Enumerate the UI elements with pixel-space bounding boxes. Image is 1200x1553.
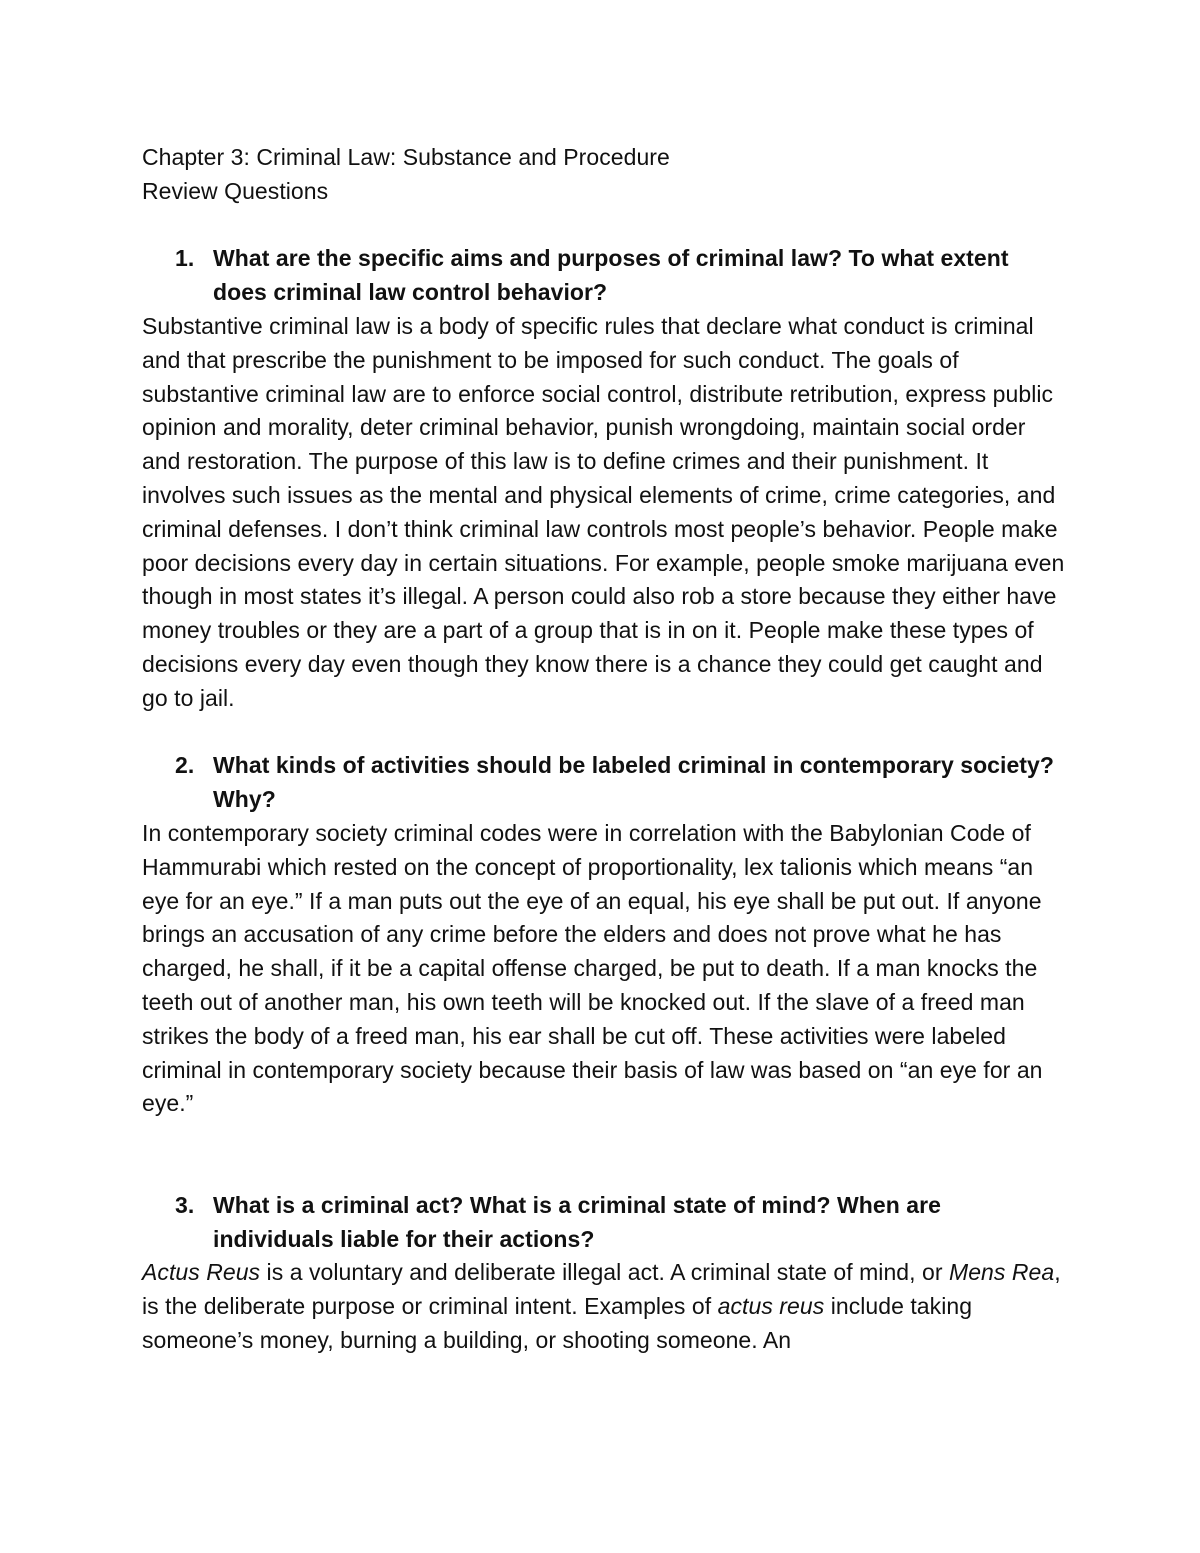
question-2 <box>142 749 1067 817</box>
answer-1: Substantive criminal law is a body of specific rules that declare what conduct is criminal and that prescribe the punishment to be imposed for such conduct. The goals of substantive criminal law are to enforce social control, distribute retribution, express public opinion and morality, deter criminal behavior, punish wrongdoing, maintain social order and restoration. The purpose of this law is to define crimes and their punishment. It involves such issues as the mental and physical elements of crime, crime categories, and criminal defenses. I don’t think criminal law controls most people’s behavior. People make poor decisions every day in certain situations. For example, people smoke marijuana even though in most states it’s illegal. A person could also rob a store because they either have money troubles or they are a part of a group that is in on it. People make these types of decisions every day even though they know there is a chance they could get caught and go to jail. <box>142 312 1065 711</box>
document-title: Chapter 3: Criminal Law: Substance and Procedure <box>142 144 670 170</box>
term-actus-reus: Actus Reus <box>142 1259 261 1286</box>
question-text: What kinds of activities should be labeled criminal in contemporary society? Why? <box>213 752 1054 813</box>
question-number: 3. <box>175 1191 195 1218</box>
term-actus-reus-lower: actus reus <box>717 1293 825 1320</box>
question-text: What is a criminal act? What is a criminal state of mind? When are individuals liable for their actions? <box>213 1191 941 1252</box>
document-subtitle: Review Questions <box>142 177 329 204</box>
question-text: What are the specific aims and purposes of criminal law? To what extent does criminal law control behavior? <box>213 245 1009 306</box>
spacer <box>142 209 1067 243</box>
spacer <box>142 716 1067 750</box>
question-block-2 <box>142 749 1067 1121</box>
answer-2: In contemporary society criminal codes were in correlation with the Babylonian Code of Hammurabi which rested on the concept of proportionality, lex talionis which means “an eye for an eye.” If a man puts out the eye of an equal, his eye shall be put out. If anyone brings an accusation of any crime before the elders and does not prove what he has charged, he shall, if it be a capital offense charged, be put to death. If a man knocks the teeth out of another man, his own teeth will be knocked out. If the slave of a freed man strikes the body of a freed man, his ear shall be cut off. These activities were labeled criminal in contemporary society because their basis of law was based on “an eye for an eye.” <box>142 819 1043 1117</box>
question-3 <box>142 1189 1067 1257</box>
spacer <box>142 1121 1067 1189</box>
question-number: 2. <box>175 752 195 779</box>
answer-text: is a voluntary and deliberate illegal act. A criminal state of mind, or <box>260 1259 949 1286</box>
answer-text: , is the deliberate purpose or criminal intent. Examples of <box>142 1259 1061 1320</box>
question-number: 1. <box>175 245 195 272</box>
answer-text: include taking someone’s money, burning a building, or shooting someone. An <box>142 1293 973 1353</box>
question-1 <box>142 242 1067 310</box>
question-block-1 <box>142 242 1067 715</box>
answer-3 <box>142 1256 1067 1357</box>
term-mens-rea: Mens Rea <box>949 1259 1055 1286</box>
document-body <box>142 141 1067 1358</box>
question-block-3 <box>142 1189 1067 1358</box>
